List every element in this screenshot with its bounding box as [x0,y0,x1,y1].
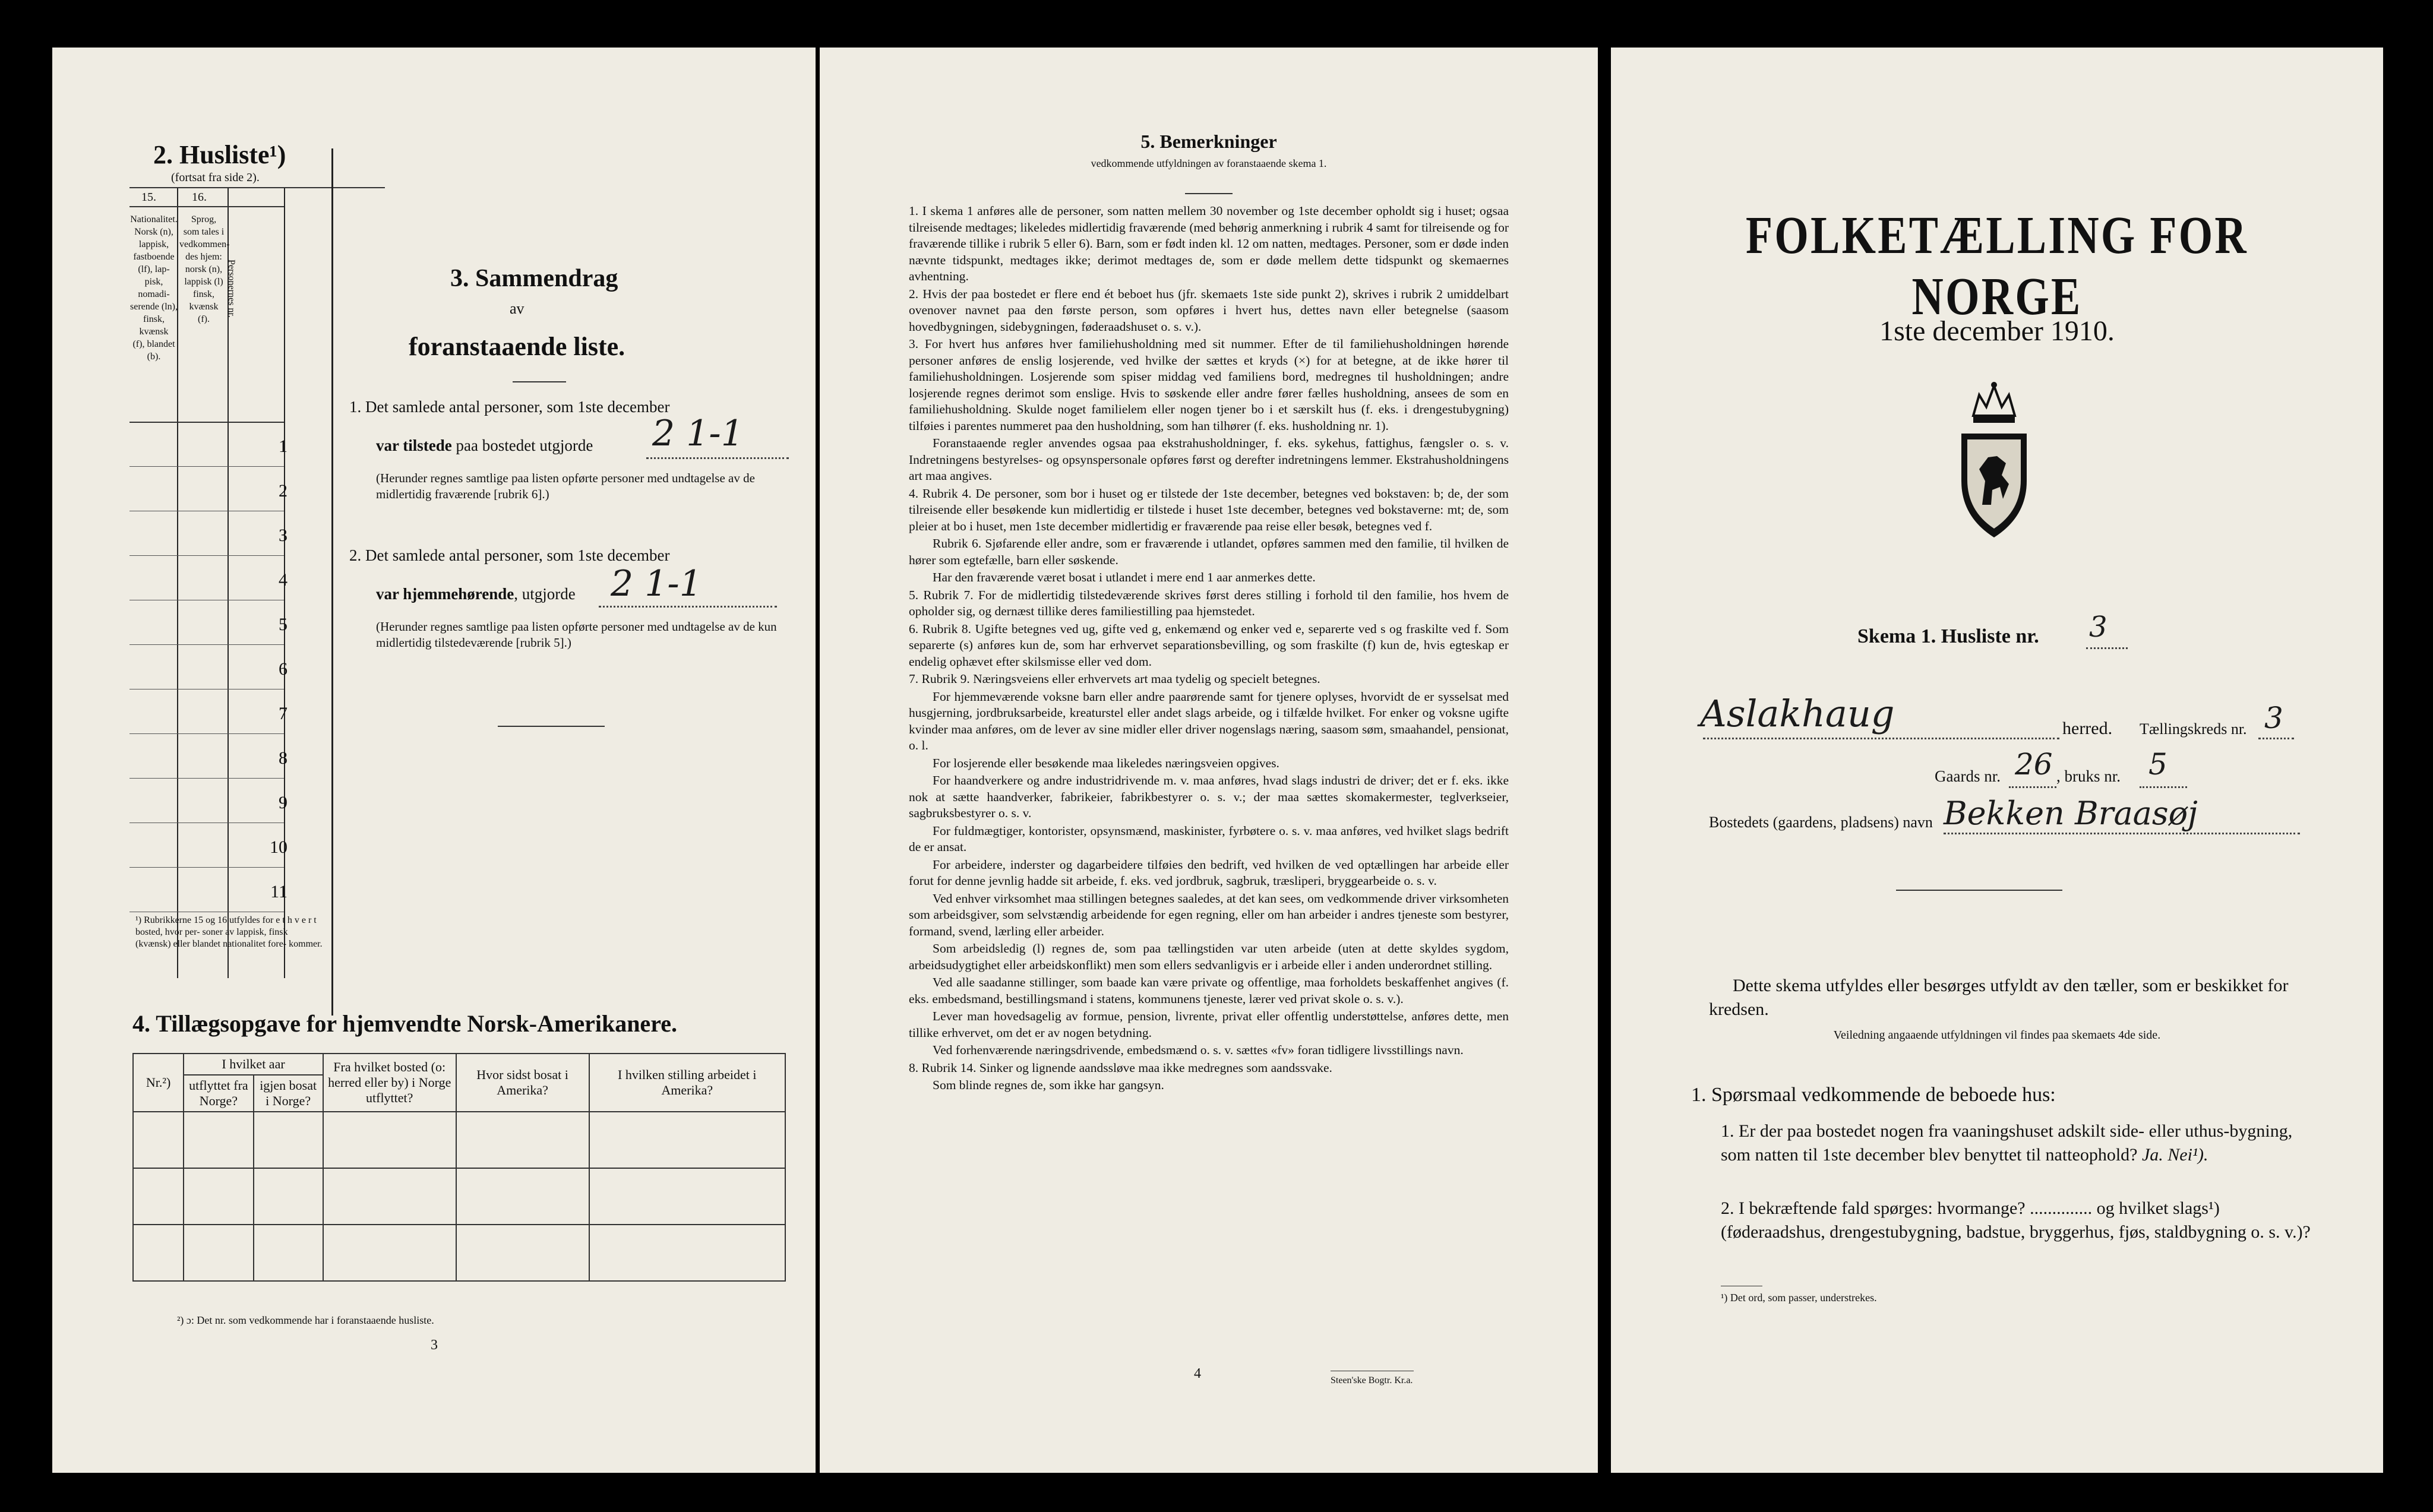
sammendrag-subtitle: foranstaaende liste. [409,332,625,361]
item2-handwritten-count: 2 1-1 [611,563,702,605]
remark-paragraph: 7. Rubrik 9. Næringsveiens eller erhvervets art maa tydelig og specielt betegnes. [909,672,1320,686]
table-row [129,867,287,912]
dotted-line [646,457,789,459]
item1-note: (Herunder regnes samtlige paa listen opførte personer med undtagelse av de midlertidig fraværende [rubrik 6].) [376,471,755,501]
remark-paragraph: For arbeidere, inderster og dagarbeidere tilføies den bedrift, ved hvilken de ved optællingen har arbeide eller forut for denne jevnlig hadde sit arbeide, f. eks. ved jordbruk, sagbruk, træsliperi, bryggearbeide o. s. v. [909,857,1509,888]
norwegian-coat-of-arms-icon [1949,380,2039,540]
bosted-handwritten: Bekken Braasøj [1944,795,2198,832]
remark-paragraph: Ved alle saadanne stillinger, som baade kan være private og offentlige, maa forholdets beskaffenhet angives (f. eks. embedsmand, bestillingsmand i statens, kommunens tjeneste, lærer ved privat skole o. s. v.). [909,975,1509,1006]
col15-number: 15. [141,191,156,204]
sammendrag-title: 3. Sammendrag [450,265,618,292]
table-row [129,466,287,511]
question-1-text: 1. Er der paa bostedet nogen fra vaaningshuset adskilt side- eller uthus-bygning, som natten til 1ste december blev benyttet til natteophold? [1721,1121,2293,1165]
bemerkninger-subtitle: vedkommende utfyldningen av foranstaaende skema 1. [1091,157,1327,169]
page-3 [52,48,816,1473]
table-row [129,733,287,779]
question-1 [1721,1119,2315,1167]
col-sidst-bosat: Hvor sidst bosat i Amerika? [456,1054,589,1112]
item1-text: 1. Det samlede antal personer, som 1ste december [349,398,670,416]
remark-paragraph: Foranstaaende regler anvendes ogsaa paa ekstrahusholdninger, f. eks. sykehus, fattighus, fængsler o. s. v. Indretningens bestyrelses- og opsynspersonale opføres først og derefter indretningens lemmer. Ekstrahusholdningens art maa angives. [909,436,1509,483]
page-1-cover [1611,48,2383,1473]
page-number: 4 [1194,1366,1201,1381]
table-row [129,422,287,467]
herred-label: herred. [2062,719,2113,738]
cover-footnote: ¹) Det ord, som passer, understrekes. [1721,1292,1877,1304]
dotted-line [2086,647,2128,649]
page-4-bemerkninger [820,48,1598,1473]
dotted-line [2009,786,2056,788]
item2-text: 2. Det samlede antal personer, som 1ste december [349,546,670,564]
remark-paragraph: 4. Rubrik 4. De personer, som bor i huset og er tilstede der 1ste december, betegnes ved bokstaven: b; de, der som tilreisende eller besøkende kun midlertidig er tilstede i huset 1ste december, betegnes ved bokstaverne: mt; de, som pleier at bo i huset, men 1ste december midlertidig er fraværende paa reise eller besøk, betegnes ved f. [909,486,1509,533]
item1-handwritten-count: 2 1-1 [652,413,744,454]
remark-paragraph: 1. I skema 1 anføres alle de personer, som natten mellem 30 november og 1ste december opholdt sig i huset; ogsaa tilreisende medtages; likeledes midlertidig fraværende (med behørig anmerkning i rubrik 4 samt for tilreisende og for fraværende tillike i rubrik 5 eller 6). Barn, som er født inden kl. 12 om natten, medtages. Personer, som er døde inden nævnte tidspunkt, medtages ikke; derimot medtages de, som er døde mellem dette tidspunkt og skemaernes avhentning. [909,204,1509,283]
remark-paragraph: Rubrik 6. Sjøfarende eller andre, som er fraværende i utlandet, opføres sammen med den familie, til hvilken de hører som egtefælle, barn eller søskende. [909,536,1509,567]
remark-paragraph: 2. Hvis der paa bostedet er flere end ét beboet hus (jfr. skemaets 1ste side punkt 2), skrives i rubrik 2 umiddelbart ovenover navnet paa den første person, som opføres i hvert hus, dettes navn eller betegnelse (saasom hovedbygningen, sidebygningen, føderaadshuset o. s. v.). [909,286,1509,334]
questions-heading: 1. Spørsmaal vedkommende de beboede hus: [1691,1084,2056,1106]
table-row [133,1225,785,1281]
herred-handwritten: Aslakhaug [1700,692,1895,735]
remark-paragraph: 6. Rubrik 8. Ugifte betegnes ved ug, gifte ved g, enkemænd og enker ved e, separerte ved s og fraskilte ved f. Som separerte (s) anføres kun de, som har erhvervet separationsbevilling, og som fraskilte (f) kun de, hvis egteskap er endelig ophævet efter skilsmisse eller ved dom. [909,621,1509,669]
remark-paragraph: Ved forhenværende næringsdrivende, embedsmænd o. s. v. sættes «fv» foran tidligere livsstillings navn. [933,1043,1464,1057]
dotted-line [599,606,777,608]
row-number: 4 [279,570,287,590]
remark-paragraph: Lever man hovedsagelig av formue, pension, livrente, privat eller offentlig understøttelse, anføres dette, men tillike erhvervet, om det er av nogen betydning. [909,1009,1509,1040]
row-number: 5 [279,615,287,634]
gaards-handwritten: 26 [2015,747,2053,782]
row-number: 2 [279,481,287,501]
table-row [129,644,287,689]
footnote-rubrikker: ¹) Rubrikkerne 15 og 16 utfyldes for e t h v e r t bosted, hvor per- soner av lappisk, finsk (kvænsk) eller blandet nationalitet fore- kommer. [135,915,323,949]
table-row [129,778,287,823]
col-nr: Nr.²) [133,1054,184,1112]
divider [513,381,566,382]
page-number: 3 [431,1337,438,1353]
bemerkninger-title: 5. Bemerkninger [1140,131,1277,152]
row-number: 3 [279,526,287,545]
row-number: 7 [279,704,287,723]
remark-paragraph: Som arbeidsledig (l) regnes de, som paa tællingstiden var uten arbeide (uten at dette skyldes sygdom, arbeidsudygtighet eller arbeidskonflikt) men som ellers sedvanligvis er i arbeide eller i anden underordnet stilling. [909,941,1509,972]
row-number: 11 [270,882,287,901]
krets-handwritten: 3 [2264,701,2283,735]
husliste-heading: 2. Husliste¹) [153,140,286,169]
item2-label: , utgjorde [514,585,576,603]
col16-number: 16. [192,191,207,204]
ornament-divider [1896,890,2062,891]
remark-paragraph: For haandverkere og andre industridrivende m. v. maa anføres, hvad slags industri de driver; det er f. eks. ikke nok at sætte haandverker, fabrikeier, fabrikbestyrer o. s. v.; der maa sættes skomakermester, teglverkseier, sagbruksbestyrer o. s. v. [909,773,1509,820]
sammendrag-av: av [510,300,524,317]
divider [129,206,284,207]
veiledning-text: Veiledning angaaende utfyldningen vil findes paa skemaets 4de side. [1833,1029,2161,1042]
col-fra-bosted: Fra hvilket bosted (o: herred eller by) i Norge utflyttet? [323,1054,456,1112]
col-year: I hvilket aar [184,1054,323,1075]
bemerkninger-body [909,203,1509,1095]
row-number: 9 [279,793,287,812]
krets-label: Tællingskreds nr. [2140,720,2247,738]
col16-header: Sprog, som tales i vedkommen- des hjem: norsk (n), lappisk (l) finsk, kvænsk (f). [179,214,230,324]
footnote-nr: ²) ɔ: Det nr. som vedkommende har i foranstaaende husliste. [177,1314,434,1326]
row-number: 10 [270,837,287,857]
skema-husliste: Skema 1. Husliste nr. [1857,625,2039,647]
dotted-line [1703,738,2059,739]
question-1-answer: Ja. Nei¹). [2141,1145,2208,1165]
remark-paragraph: For hjemmeværende voksne barn eller andre paarørende samt for tjenere oplyses, hvorvidt de er sysselsat med husgjerning, jordbruksarbeide, kreaturstel eller andet slags arbeide, og i tilfælde hvilket. For enker og voksne ugifte kvinder maa anføres, om de lever av sine midler eller driver nogenslags næring, saasom søm, smaahandel, pensionat, o. l. [909,689,1509,752]
tillaeg-table [132,1053,786,1282]
husliste-nr-handwritten: 3 [2089,611,2107,644]
remark-paragraph: 3. For hvert hus anføres hver familiehusholdning med sit nummer. Efter de til familiehusholdningen hørende personer anføres de enslig losjerende, ved hvilke der sættes et kryds (×) for at betegne, at de ikke hører til familiehusholdningen. Losjerende som spiser middag ved familiens bord, medregnes til husholdningen; andre losjerende regnes derimot som enslige. Hvis to søskende eller andre fører fælles husholdning, ansees de som en familiehusholdning. Skulde noget familielem eller nogen tjener bo i et særskilt hus (f. eks. i drengestubygning) tilføies i parentes nummeret paa den husholdning, som han tilhører (f. eks. husholdning nr. 1). [909,337,1509,433]
personer-nr-header: Personernes nr. [226,260,236,318]
bruks-label: , bruks nr. [2056,767,2121,785]
printer-mark: Steen'ske Bogtr. Kr.a. [1331,1375,1413,1386]
vertical-rule [331,148,333,1016]
item1-label: paa bostedet utgjorde [456,436,593,454]
remark-paragraph: Ved enhver virksomhet maa stillingen betegnes saaledes, at det kan sees, om vedkommende driver virksomheten som arbeidsgiver, som selvstændig arbeidende for egen regning, eller om han arbeider i andres tjeneste som bestyrer, formand, svend, lærling eller arbeider. [909,891,1509,938]
table-row [129,689,287,734]
table-row [129,823,287,868]
item1-tilstede: var tilstede [376,436,452,454]
bosted-label: Bostedets (gaardens, pladsens) navn [1709,814,1933,831]
remark-paragraph: For fuldmægtiger, kontorister, opsynsmænd, maskinister, fyrbøtere o. s. v. maa anføres, ved hvilket slags bedrift de er ansat. [909,823,1509,854]
col-utflyttet: utflyttet fra Norge? [184,1075,253,1112]
col-stilling: I hvilken stilling arbeidet i Amerika? [589,1054,786,1112]
item2-note: (Herunder regnes samtlige paa listen opførte personer med undtagelse av de kun midlertidig tilstedeværende [rubrik 5].) [376,619,777,650]
remark-paragraph: Har den fraværende været bosat i utlandet i mere end 1 aar anmerkes dette. [933,570,1316,584]
item2-hjemmehorende: var hjemmehørende [376,585,514,603]
row-number: 6 [279,659,287,679]
table-row [133,1168,785,1225]
divider [498,726,605,727]
husliste-subheading: (fortsat fra side 2). [171,171,260,184]
remark-paragraph: 5. Rubrik 7. For de midlertidig tilstedeværende skrives først deres stilling i forhold til den familie, hos hvem de opholder sig, og dernæst tillike deres familiestilling paa hjemstedet. [909,587,1509,618]
row-number: 1 [279,436,287,456]
col15-header: Nationalitet. Norsk (n), lappisk, fastboende (lf), lap- pisk, nomadi- serende (ln), finsk, kvænsk (f), blandet (b). [130,214,178,362]
remark-paragraph: Som blinde regnes de, som ikke har gangsyn. [933,1078,1164,1092]
tillaeg-title: 4. Tillægsopgave for hjemvendte Norsk-Amerikanere. [132,1010,677,1037]
divider [1185,193,1233,194]
intro-text: Dette skema utfyldes eller besørges utfyldt av den tæller, som er beskikket for kredsen. [1709,976,2289,1019]
dotted-line [1944,833,2300,834]
cover-title: FOLKETÆLLING FOR NORGE [1746,206,2248,326]
col-igjen: igjen bosat i Norge? [254,1075,323,1112]
table-row [129,511,287,556]
cover-date: 1ste december 1910. [1879,315,2115,347]
dotted-line [2258,738,2294,739]
gaards-label: Gaards nr. [1935,767,2001,785]
bruks-handwritten: 5 [2148,747,2167,782]
table-row [129,555,287,600]
table-row [129,600,287,645]
question-2: 2. I bekræftende fald spørges: hvormange? .............. og hvilket slags¹) (føderaadshus, drengestubygning, badstue, bryggerhus, fjøs, staldbygning o. s. v.)? [1721,1198,2311,1242]
remark-paragraph: For losjerende eller besøkende maa likeledes næringsveien opgives. [933,755,1279,770]
row-number: 8 [279,748,287,768]
remark-paragraph: 8. Rubrik 14. Sinker og lignende aandssløve maa ikke medregnes som aandssvake. [909,1060,1332,1075]
dotted-line [2140,786,2187,788]
table-row [133,1112,785,1168]
